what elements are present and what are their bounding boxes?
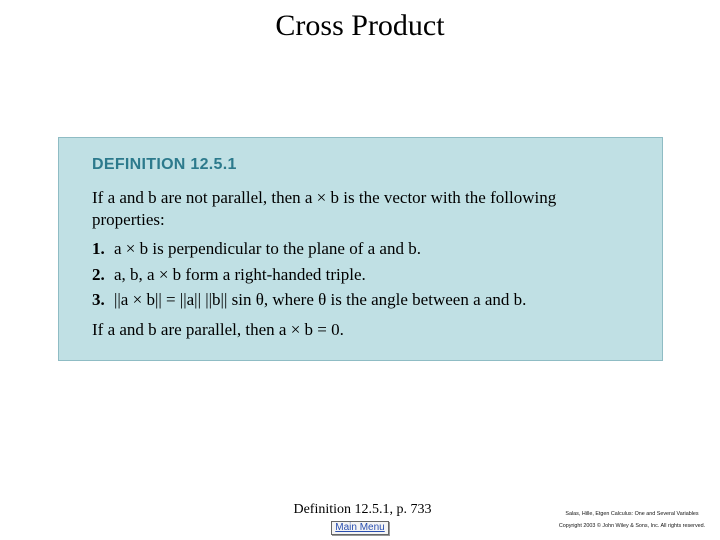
copyright-line-2: Copyright 2003 © John Wiley & Sons, Inc. All rights reserved. bbox=[558, 523, 706, 529]
property-number: 1. bbox=[92, 239, 105, 258]
definition-heading: DEFINITION 12.5.1 bbox=[92, 156, 237, 173]
property-text: a × b is perpendicular to the plane of a and b. bbox=[114, 239, 421, 258]
main-menu-button[interactable]: Main Menu bbox=[331, 521, 389, 535]
property-text: ||a × b|| = ||a|| ||b|| sin θ, where θ is the angle between a and b. bbox=[114, 290, 527, 309]
definition-intro-line-1: If a and b are not parallel, then a × b is the vector with the following bbox=[92, 188, 557, 207]
property-number: 2. bbox=[92, 265, 105, 284]
property-item-2 bbox=[92, 264, 366, 286]
property-item-3 bbox=[92, 289, 526, 311]
copyright-line-1: Salas, Hille, Etgen Calculus: One and Several Variables bbox=[565, 511, 699, 517]
property-text: a, b, a × b form a right-handed triple. bbox=[114, 265, 366, 284]
copyright-notice bbox=[548, 508, 716, 532]
definition-closing: If a and b are parallel, then a × b = 0. bbox=[92, 320, 344, 339]
slide-caption: Definition 12.5.1, p. 733 bbox=[293, 502, 432, 517]
slide-title: Cross Product bbox=[275, 9, 445, 42]
definition-intro-line-2: properties: bbox=[92, 210, 165, 229]
property-number: 3. bbox=[92, 290, 105, 309]
property-item-1 bbox=[92, 238, 421, 260]
definition-box bbox=[58, 137, 663, 361]
